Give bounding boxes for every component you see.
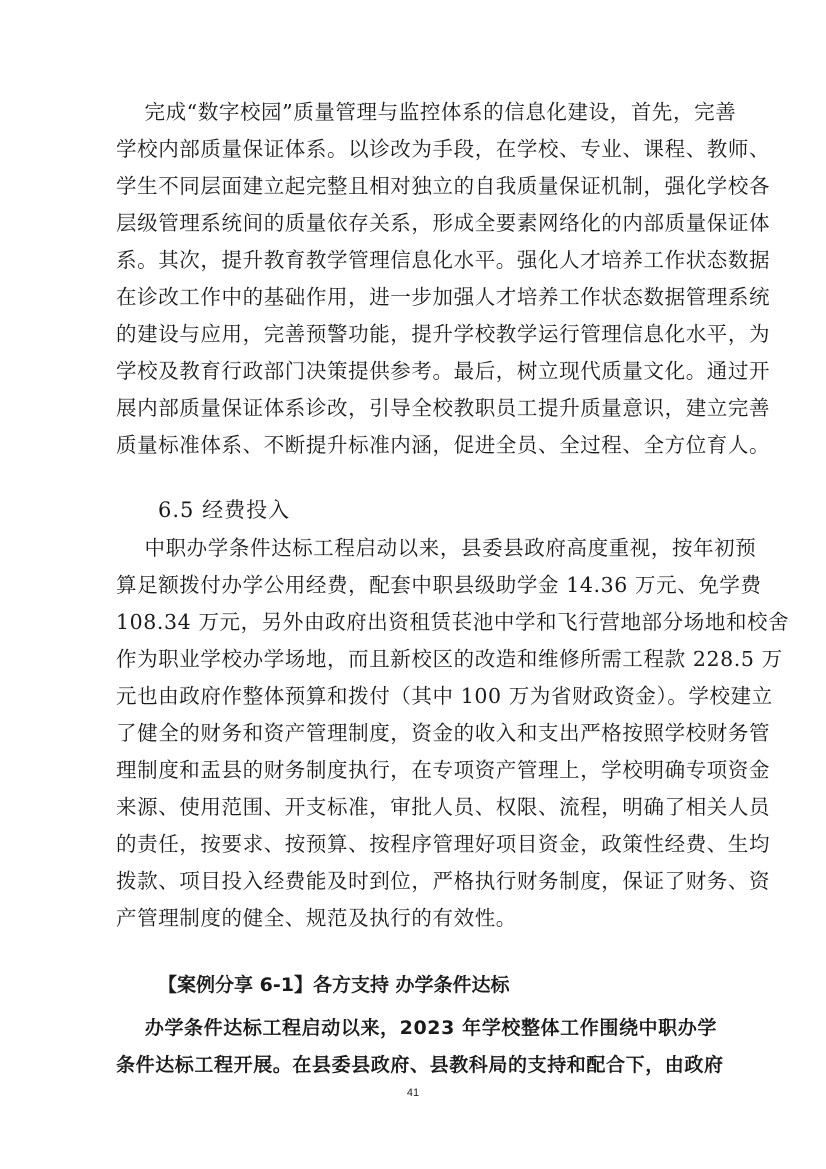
text-line: 在诊改工作中的基础作用，进一步加强人才培养工作状态数据管理系统 [116, 285, 771, 309]
text-line: 完成“数字校园”质量管理与监控体系的信息化建设，首先，完善 [116, 100, 737, 124]
section-heading: 6.5 经费投入 [158, 498, 291, 522]
text-line: 学校内部质量保证体系。以诊改为手段，在学校、专业、课程、教师、 [116, 137, 771, 161]
text-line: 的建设与应用，完善预警功能，提升学校教学运行管理信息化水平，为 [116, 322, 771, 346]
page-number: 41 [406, 1087, 420, 1099]
text-line: 产管理制度的健全、规范及执行的有效性。 [116, 906, 517, 930]
text-line: 系。其次，提升教育教学管理信息化水平。强化人才培养工作状态数据 [116, 248, 771, 272]
text-line: 学生不同层面建立起完整且相对独立的自我质量保证机制，强化学校各 [116, 174, 771, 198]
text-line: 条件达标工程开展。在县委县政府、县教科局的支持和配合下，由政府 [116, 1054, 724, 1076]
text-line: 了健全的财务和资产管理制度，资金的收入和支出严格按照学校财务管 [116, 721, 771, 745]
text-line: 108.34 万元，另外由政府出资租赁苌池中学和飞行营地部分场地和校舍 [116, 610, 790, 634]
case-study-title: 【案例分享 6-1】各方支持 办学条件达标 [158, 974, 510, 996]
text-line: 质量标准体系、不断提升标准内涵，促进全员、全过程、全方位育人。 [116, 433, 771, 457]
text-line: 作为职业学校办学场地，而且新校区的改造和维修所需工程款 228.5 万 [116, 647, 783, 671]
text-line: 理制度和盂县的财务制度执行，在专项资产管理上，学校明确专项资金 [116, 758, 771, 782]
paragraph-quality-system [116, 94, 771, 464]
text-line: 学校及教育行政部门决策提供参考。最后，树立现代质量文化。通过开 [116, 359, 771, 383]
text-line: 中职办学条件达标工程启动以来，县委县政府高度重视，按年初预 [116, 536, 757, 560]
text-line: 的责任，按要求、按预算、按程序管理好项目资金，政策性经费、生均 [116, 832, 771, 856]
text-line: 展内部质量保证体系诊改，引导全校教职员工提升质量意识，建立完善 [116, 396, 771, 420]
paragraph-case-study [116, 1010, 724, 1084]
text-line: 算足额拨付办学公用经费，配套中职县级助学金 14.36 万元、免学费 [116, 573, 762, 597]
text-line: 拨款、项目投入经费能及时到位，严格执行财务制度，保证了财务、资 [116, 869, 771, 893]
text-line: 元也由政府作整体预算和拨付（其中 100 万为省财政资金）。学校建立 [116, 684, 773, 708]
text-line: 来源、使用范围、开支标准，审批人员、权限、流程，明确了相关人员 [116, 795, 771, 819]
text-line: 办学条件达标工程启动以来，2023 年学校整体工作围绕中职办学 [116, 1017, 717, 1039]
text-line: 层级管理系统间的质量依存关系，形成全要素网络化的内部质量保证体 [116, 211, 771, 235]
paragraph-funding [116, 530, 790, 937]
